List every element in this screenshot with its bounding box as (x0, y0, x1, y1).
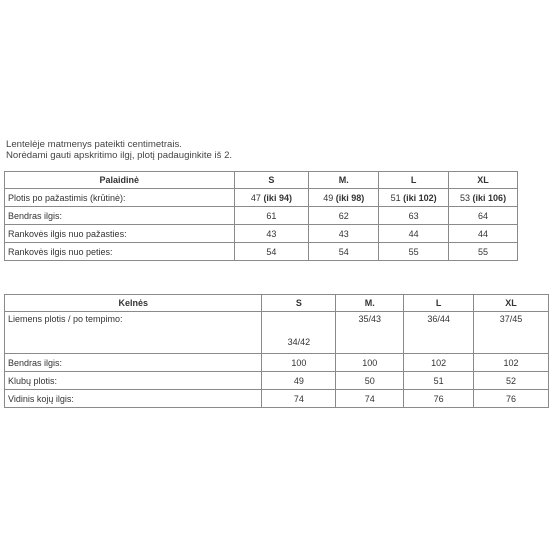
row-label: Klubų plotis: (5, 372, 262, 390)
table-cell: 51 (404, 372, 474, 390)
table-cell: 49 (262, 372, 336, 390)
table-row (5, 354, 549, 372)
table-cell: 54 (234, 243, 309, 261)
table-cell: 102 (474, 354, 549, 372)
table-cell: 62 (309, 207, 379, 225)
row-label: Bendras ilgis: (5, 354, 262, 372)
intro-line-2: Norėdami gauti apskritimo ilgį, plotį padauginkite iš 2. (6, 150, 233, 161)
row-label: Rankovės ilgis nuo peties: (5, 243, 235, 261)
column-header: Kelnės (5, 295, 262, 312)
table-cell: 36/44 (404, 312, 474, 354)
table-header-row (5, 295, 549, 312)
column-header: M. (336, 295, 404, 312)
row-label: Liemens plotis / po tempimo: (5, 312, 262, 354)
table-row (5, 225, 518, 243)
column-header: L (404, 295, 474, 312)
table-cell: 34/42 (262, 312, 336, 354)
pants-size-table (4, 294, 549, 408)
table-row (5, 312, 549, 354)
table-cell: 76 (474, 390, 549, 408)
table-cell: 53 (iki 106) (449, 189, 518, 207)
table-cell: 64 (449, 207, 518, 225)
table-cell: 102 (404, 354, 474, 372)
table-cell: 76 (404, 390, 474, 408)
table-header-row (5, 172, 518, 189)
column-header: M. (309, 172, 379, 189)
column-header: S (262, 295, 336, 312)
column-header: Palaidinė (5, 172, 235, 189)
row-label: Rankovės ilgis nuo pažasties: (5, 225, 235, 243)
table-row (5, 372, 549, 390)
column-header: XL (449, 172, 518, 189)
table-cell: 55 (379, 243, 449, 261)
blouse-size-table (4, 171, 518, 261)
table-cell: 100 (262, 354, 336, 372)
table-row (5, 189, 518, 207)
column-header: S (234, 172, 309, 189)
table-cell: 44 (449, 225, 518, 243)
intro-text (6, 139, 232, 161)
row-label: Plotis po pažastimis (krūtinė): (5, 189, 235, 207)
row-label: Vidinis kojų ilgis: (5, 390, 262, 408)
table-cell: 54 (309, 243, 379, 261)
table-cell: 47 (iki 94) (234, 189, 309, 207)
table-cell: 49 (iki 98) (309, 189, 379, 207)
table-row (5, 207, 518, 225)
table-cell: 44 (379, 225, 449, 243)
table-cell: 51 (iki 102) (379, 189, 449, 207)
table-cell: 50 (336, 372, 404, 390)
table-cell: 63 (379, 207, 449, 225)
table-cell: 61 (234, 207, 309, 225)
table-cell: 35/43 (336, 312, 404, 354)
table-cell: 37/45 (474, 312, 549, 354)
table-row (5, 390, 549, 408)
column-header: L (379, 172, 449, 189)
row-label: Bendras ilgis: (5, 207, 235, 225)
table-cell: 55 (449, 243, 518, 261)
intro-line-1: Lentelėje matmenys pateikti centimetrais. (6, 139, 182, 150)
column-header: XL (474, 295, 549, 312)
table-cell: 43 (234, 225, 309, 243)
table-cell: 100 (336, 354, 404, 372)
table-cell: 74 (336, 390, 404, 408)
table-cell: 52 (474, 372, 549, 390)
table-cell: 43 (309, 225, 379, 243)
table-cell: 74 (262, 390, 336, 408)
table-row (5, 243, 518, 261)
